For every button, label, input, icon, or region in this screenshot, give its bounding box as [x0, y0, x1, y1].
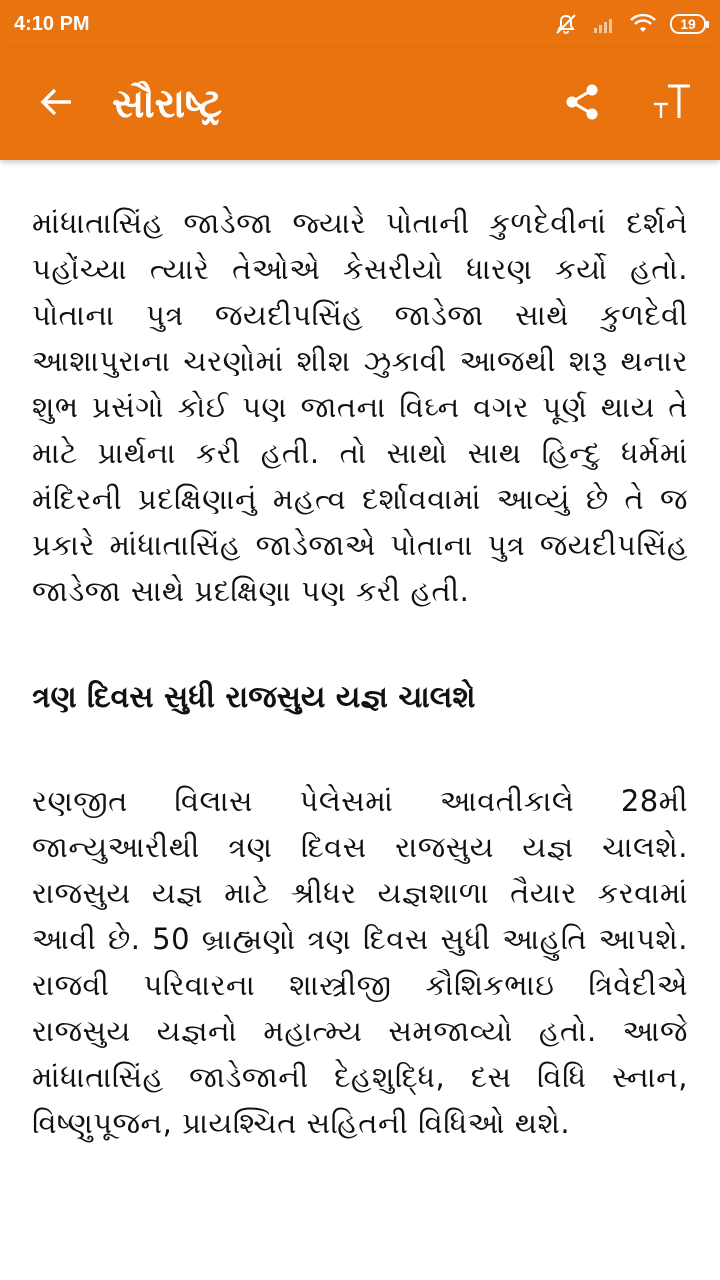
article-paragraph: માંધાતાસિંહ જાડેજા જ્યારે પોતાની કુળદેવીનાં દર્શને પહોંચ્યા ત્યારે તેઓએ કેસરીયો ધારણ કર્યો હતો. પોતાના પુત્ર જયદીપસિંહ જાડેજા સાથે કુળદેવી આશાપુરાના ચરણોમાં શીશ ઝુકાવી આજથી શરૂ થનાર શુભ પ્રસંગો કોઈ પણ જાતના વિઘ્ન વગર પૂર્ણ થાય તે માટે પ્રાર્થના કરી હતી. તો સાથો સાથ હિન્દુ ધર્મમાં મંદિરની પ્રદક્ષિણાનું મહત્વ દર્શાવવામાં આવ્યું છે તે જ પ્રકારે માંધાતાસિંહ જાડેજાએ પોતાના પુત્ર જયદીપસિંહ જાડેજા સાથે પ્રદક્ષિણા પણ કરી હતી. — [32, 206, 688, 608]
signal-icon — [592, 14, 616, 34]
wifi-icon — [630, 14, 656, 34]
app-bar — [0, 48, 720, 160]
share-icon — [562, 82, 602, 126]
back-arrow-icon — [39, 87, 73, 121]
article-subheading: ત્રણ દિવસ સુધી રાજસુય યજ્ઞ ચાલશે — [32, 680, 476, 715]
status-bar — [0, 0, 720, 48]
share-button[interactable] — [558, 80, 606, 128]
mute-icon — [554, 13, 578, 35]
article-paragraph: રણજીત વિલાસ પેલેસમાં આવતીકાલે 28મી જાન્યુઆરીથી ત્રણ દિવસ રાજસુય યજ્ઞ ચાલશે. રાજસુય યજ્ઞ માટે શ્રીધર યજ્ઞશાળા તૈયાર કરવામાં આવી છે. 50 બ્રાહ્મણો ત્રણ દિવસ સુધી આહુતિ આપશે. રાજવી પરિવારના શાસ્ત્રીજી કૌશિકભાઇ ત્રિવેદીએ રાજસુય યજ્ઞનો મહાત્મ્ય સમજાવ્યો હતો. આજે માંધાતાસિંહ જાડેજાની દેહશુદ્ધિ, દસ વિધિ સ્નાન, વિષ્ણુપૂજન, પ્રાયશ્ચિત સહિતની વિધિઓ થશે. — [32, 784, 688, 1140]
page-title: સૌરાષ્ટ્ર — [112, 81, 223, 127]
back-button[interactable] — [36, 84, 76, 124]
battery-icon: 19 — [670, 14, 706, 34]
text-size-icon — [652, 82, 692, 126]
status-time: 4:10 PM — [14, 12, 90, 35]
text-size-button[interactable] — [648, 80, 696, 128]
status-icons — [554, 13, 706, 35]
article-body — [0, 160, 720, 1146]
